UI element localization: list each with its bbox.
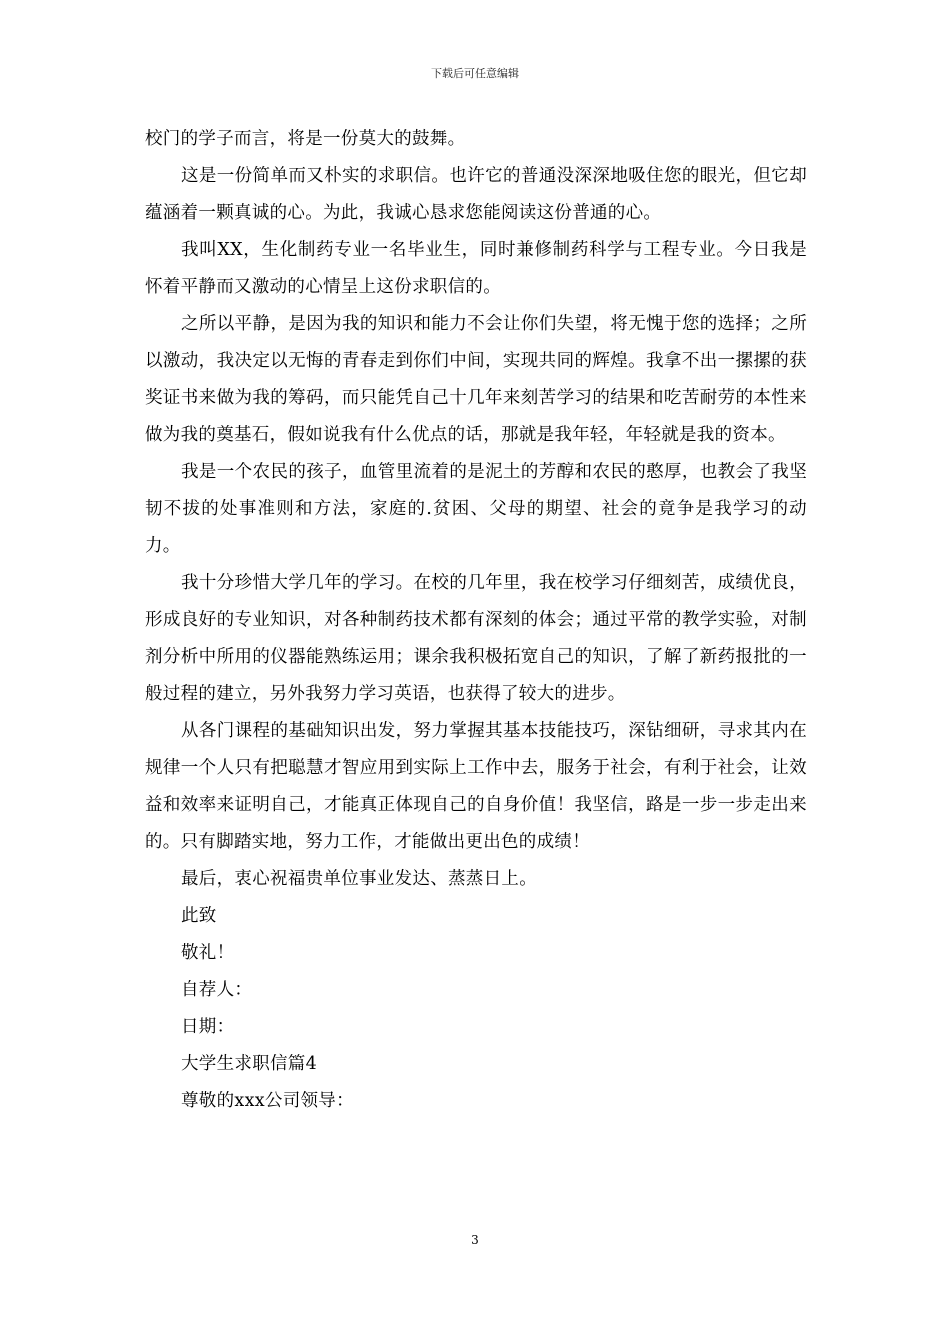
- closing-wish: 最后，衷心祝福贵单位事业发达、蒸蒸日上。: [181, 869, 537, 889]
- closing-regards: 敬礼！: [181, 943, 235, 963]
- section-title: 大学生求职信篇4: [181, 1054, 318, 1074]
- letter-greeting: 尊敬的xxx公司领导：: [181, 1091, 354, 1111]
- page-header: 下载后可任意编辑: [431, 67, 519, 80]
- page-number: 3: [471, 1233, 479, 1247]
- closing-salutation: 此致: [181, 906, 217, 926]
- paragraph: 从各门课程的基础知识出发，努力掌握其基本技能技巧，深钻细研，寻求其内在规律一个人只有把聪慧才智应用到实际上工作中去，服务于社会，有利于社会，让效益和效率来证明自己，才能真正体现自己的自身价值！我坚信，路是一步一步走出来的。只有脚踏实地，努力工作，才能做出更出色的成绩！: [145, 721, 807, 852]
- date-line: 日期：: [181, 1017, 235, 1037]
- paragraph: 之所以平静，是因为我的知识和能力不会让你们失望，将无愧于您的选择；之所以激动，我决定以无悔的青春走到你们中间，实现共同的辉煌。我拿不出一摞摞的获奖证书来做为我的筹码，而只能凭自己十几年来刻苦学习的结果和吃苦耐劳的本性来做为我的奠基石，假如说我有什么优点的话，那就是我年轻，年轻就是我的资本。: [145, 314, 807, 445]
- signature-line: 自荐人：: [181, 980, 253, 1000]
- document-body: [145, 121, 807, 1120]
- paragraph: 我是一个农民的孩子，血管里流着的是泥土的芳醇和农民的憨厚，也教会了我坚韧不拔的处事准则和方法，家庭的.贫困、父母的期望、社会的竟争是我学习的动力。: [145, 462, 807, 556]
- paragraph: 我十分珍惜大学几年的学习。在校的几年里，我在校学习仔细刻苦，成绩优良，形成良好的专业知识，对各种制药技术都有深刻的体会；通过平常的教学实验，对制剂分析中所用的仪器能熟练运用；课余我积极拓宽自己的知识，了解了新药报批的一般过程的建立，另外我努力学习英语，也获得了较大的进步。: [145, 573, 807, 704]
- paragraph: 校门的学子而言，将是一份莫大的鼓舞。: [145, 129, 466, 149]
- paragraph: 我叫XX，生化制药专业一名毕业生，同时兼修制药科学与工程专业。今日我是怀着平静而又激动的心情呈上这份求职信的。: [145, 240, 807, 297]
- paragraph: 这是一份简单而又朴实的求职信。也许它的普通没深深地吸住您的眼光，但它却蕴涵着一颗真诚的心。为此，我诚心恳求您能阅读这份普通的心。: [145, 166, 807, 223]
